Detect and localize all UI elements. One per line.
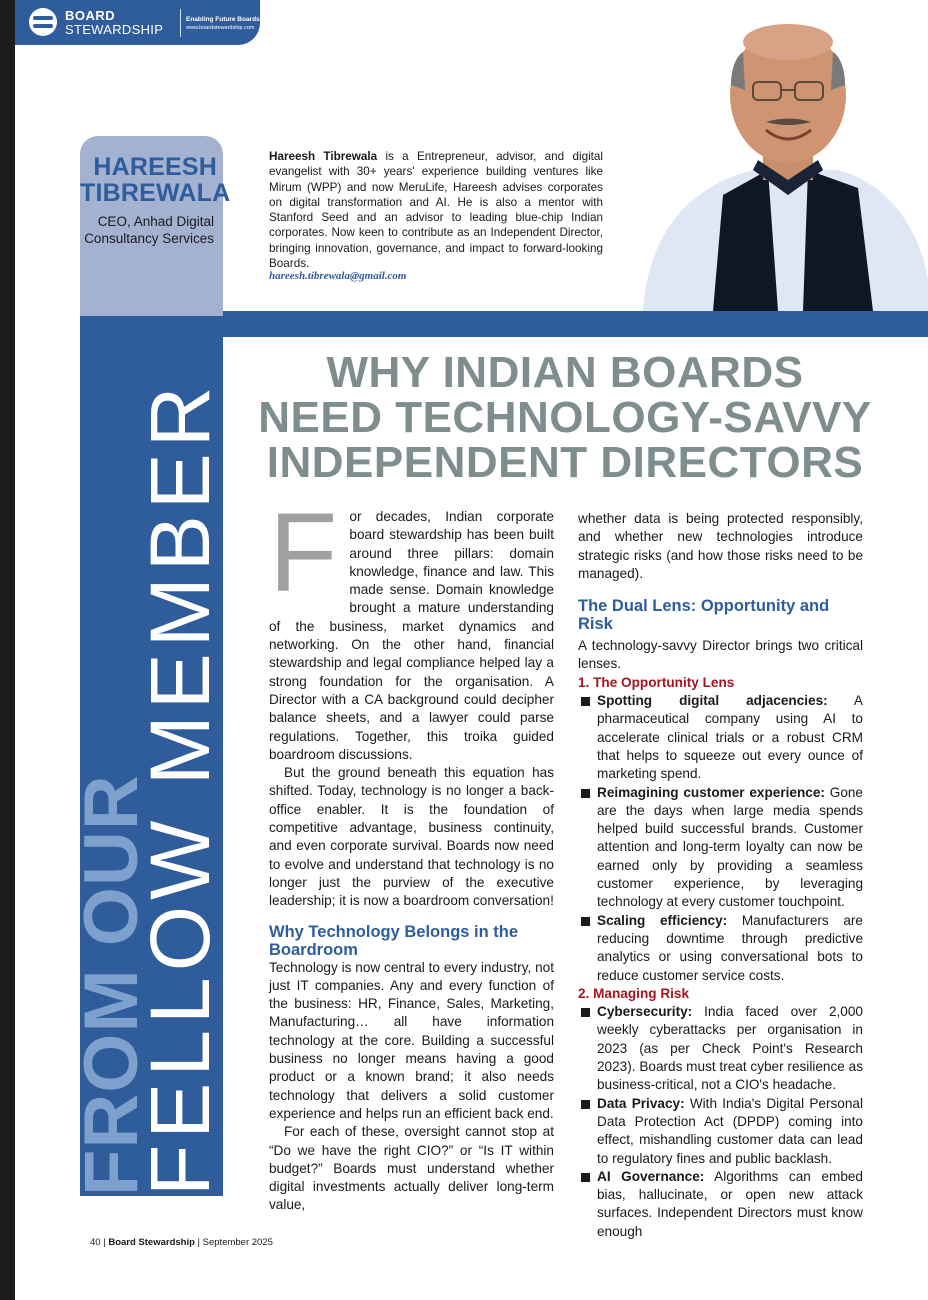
footer-issue: September 2025 xyxy=(202,1237,273,1248)
drop-cap: F xyxy=(269,490,338,615)
author-role-line-2: Consultancy Services xyxy=(84,231,214,246)
managing-risk-heading: 2. Managing Risk xyxy=(578,985,690,1001)
section-label xyxy=(69,380,227,1196)
bullet-item xyxy=(578,784,863,912)
author-role-line-1: CEO, Anhad Digital xyxy=(97,214,214,229)
section-label-line-1: FROM OUR xyxy=(69,774,154,1196)
paragraph-1: or decades, Indian corporate board stewardship has been built around three pillars: domain knowledge, finance and law. This made sense. Domain knowledge brought a mature understanding of the business, market dynamics and networking. On the other hand, financial stewardship and legal compliance helped lay a strong foundation for the organisation. A Director with a CA background could decipher balance sheets, and a lawyer could parse regulations. Together, this troika guided boardroom discussions. xyxy=(269,509,554,762)
bullet-square-icon xyxy=(581,1008,590,1017)
bullet-item xyxy=(578,1168,863,1241)
bullet-square-icon xyxy=(581,917,590,926)
bullet-text: Manufacturers are reducing downtime through predictive analytics or using conversational bots to reduce customer service costs. xyxy=(597,912,863,983)
paragraph-6: A technology-savvy Director brings two critical lenses. xyxy=(578,638,863,672)
author-last-name: TIBREWALA xyxy=(80,179,231,207)
article-column-left xyxy=(269,490,554,1215)
header-blue-stripe xyxy=(223,311,928,337)
bullet-text: With India's Digital Personal Data Protection Act (DPDP) coming into effect, mishandling customer data can lead to regulatory fines and public backlash. xyxy=(597,1095,863,1166)
brand-website: www.boardstewardship.com xyxy=(186,25,255,31)
section-label-line-2: FELLOW MEMBER xyxy=(133,380,227,1196)
paragraph-4: For each of these, oversight cannot stop at “Do we have the right CIO?” or “Is IT within budget?” Boards must understand whether digital investments actually deliver long-term value, xyxy=(269,1124,554,1213)
logo-divider xyxy=(180,9,181,37)
opportunity-lens-heading: 1. The Opportunity Lens xyxy=(578,674,735,690)
page-footer: 40 | Board Stewardship | September 2025 xyxy=(90,1237,273,1248)
bullet-title: Cybersecurity: xyxy=(597,1004,693,1020)
bullet-text: India faced over 2,000 weekly cyberattacks per organisation in 2023 (as per Check Point's Research 2023). Boards must treat cyber resilience as business-critical, not a CIO's headache. xyxy=(597,1004,863,1093)
subheading-why-technology: Why Technology Belongs in the Boardroom xyxy=(269,922,519,959)
author-bio xyxy=(269,149,603,271)
author-first-name: HAREESH xyxy=(93,153,217,181)
page-spine-edge xyxy=(0,0,15,1300)
article-title-line-2: NEED TECHNOLOGY-SAVVY xyxy=(258,393,872,442)
bullet-item xyxy=(578,1095,863,1168)
board-stewardship-logo-icon xyxy=(29,8,57,36)
page-number: 40 xyxy=(90,1237,101,1248)
bullet-title: AI Governance: xyxy=(597,1168,705,1184)
article-column-right xyxy=(578,510,863,1241)
bio-text: is a Entrepreneur, advisor, and digital evangelist with 30+ years' experience building ventures like Mirum (WPP) and now MeruLife, Hareesh advises corporates on digital transformation and AI. He is also a mentor with Stanford Seed and an advisor to leading blue-chip Indian corporates. Now keen to contribute as an Independent Director, bringing innovation, governance, and impact to forward-looking Boards. xyxy=(269,150,604,271)
footer-publication: Board Stewardship xyxy=(108,1237,195,1248)
bullet-square-icon xyxy=(581,1173,590,1182)
subheading-dual-lens: The Dual Lens: Opportunity and Risk xyxy=(578,597,830,634)
bullet-text: Gone are the days when large media spends helped build successful brands. Customer attention and long-term loyalty can now be earned only by providing a seamless customer experience, by leveraging technology at every customer touchpoint. xyxy=(597,784,863,910)
article-title-line-3: INDEPENDENT DIRECTORS xyxy=(266,438,864,487)
bullet-title: Data Privacy: xyxy=(597,1095,685,1111)
author-email-link[interactable]: hareesh.tibrewala@gmail.com xyxy=(269,270,407,282)
bullet-item xyxy=(578,692,863,783)
bullet-item xyxy=(578,912,863,985)
author-portrait-photo xyxy=(603,20,928,311)
bullet-title: Spotting digital adjacencies: xyxy=(597,693,828,709)
bullet-text: A pharmaceutical company using AI to accelerate clinical trials or a robust CRM that helps to squeeze out every ounce of marketing spend. xyxy=(597,693,863,782)
bullet-square-icon xyxy=(581,697,590,706)
bullet-title: Scaling efficiency: xyxy=(597,912,728,928)
article-title xyxy=(225,350,905,485)
bullet-square-icon xyxy=(581,789,590,798)
paragraph-3: Technology is now central to every industry, not just IT companies. Any and every function of the business: HR, Finance, Sales, Marketing, Manufacturing… all have information technology at the core. Building a successful business no longer means having a good product or a known brand; it also needs technology that delivers a solid customer experience and helps run an efficient back end. xyxy=(269,959,554,1121)
bullet-title: Reimagining customer experience: xyxy=(597,784,825,800)
author-role xyxy=(80,213,214,247)
article-title-line-1: WHY INDIAN BOARDS xyxy=(326,348,804,397)
author-box xyxy=(80,136,231,316)
brand-line-1: BOARD xyxy=(65,8,116,23)
bio-author-name: Hareesh Tibrewala xyxy=(269,150,378,163)
brand-line-2: STEWARDSHIP xyxy=(65,22,164,37)
header-logo-tab xyxy=(15,0,260,45)
author-name xyxy=(80,153,231,207)
bullet-text: Algorithms can embed bias, hallucinate, or open new attack surfaces. Independent Directors must know enough xyxy=(597,1168,863,1239)
paragraph-5: whether data is being protected responsibly, and whether new technologies introduce strategic risks (and how those risks need to be managed). xyxy=(578,511,863,581)
paragraph-2: But the ground beneath this equation has shifted. Today, technology is no longer a back-office enabler. It is the foundation of competitive advantage, business continuity, and even corporate survival. Boards now need to evolve and understand that technology is no longer just the purview of the executive leadership; it is now a boardroom conversation! xyxy=(269,765,554,909)
bullet-item xyxy=(578,1003,863,1094)
brand-tagline: Enabling Future Boards xyxy=(186,16,260,23)
bullet-square-icon xyxy=(581,1100,590,1109)
